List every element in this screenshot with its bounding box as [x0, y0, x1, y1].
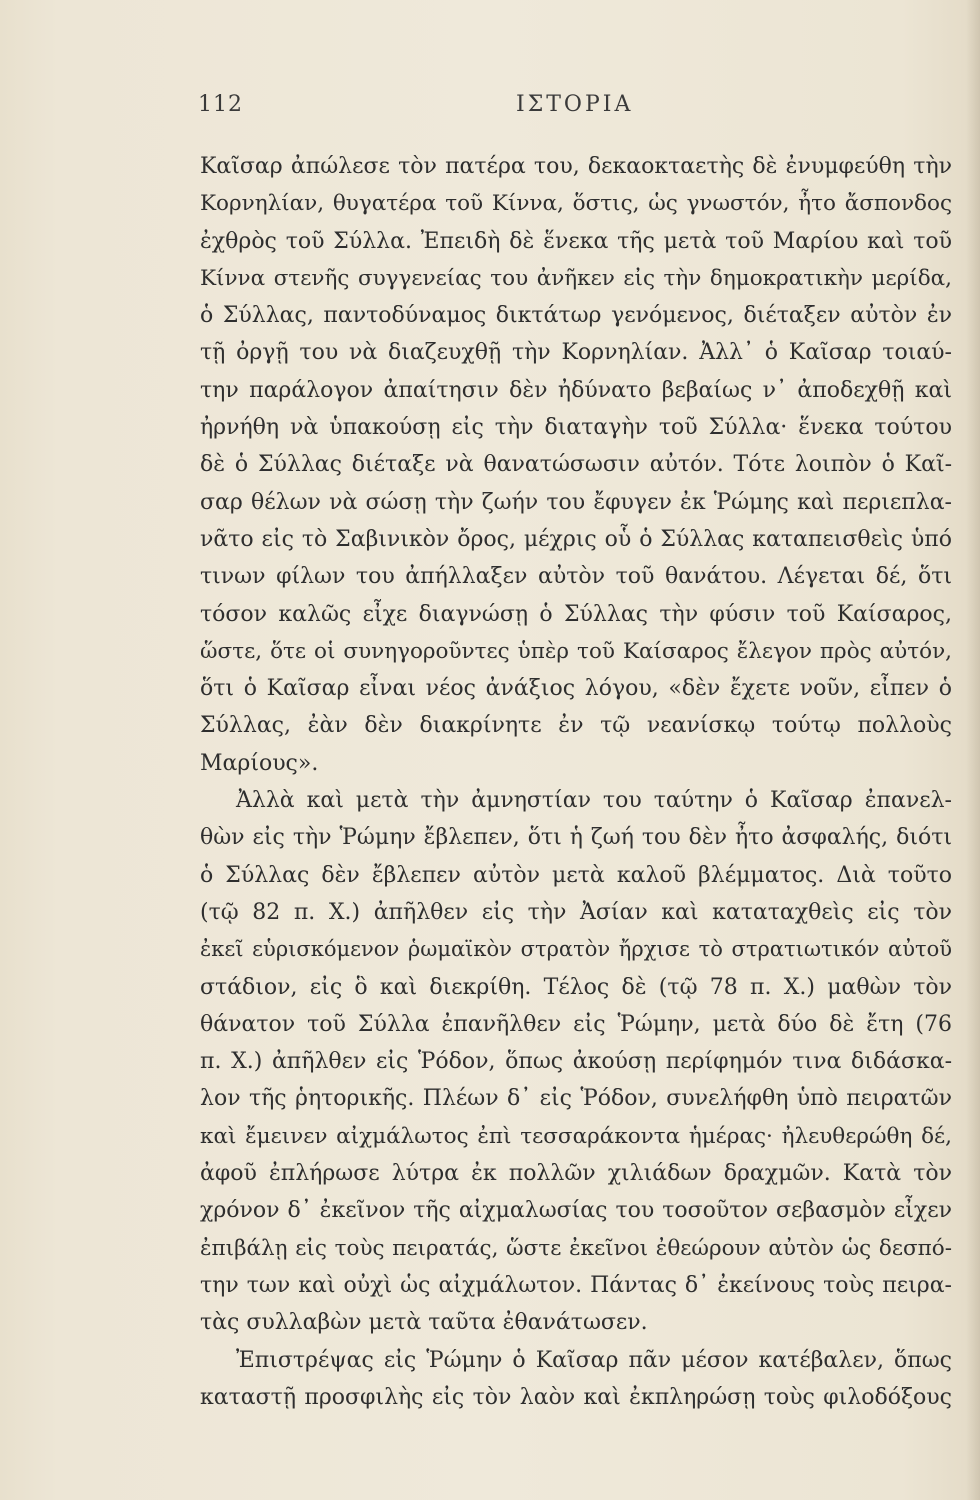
page-edge-shadow [966, 0, 980, 1500]
text-line: ἐκεῖ εὑρισκόμενον ῥωμαϊκὸν στρατὸν ἤρχισε τὸ στρατιωτικόν αὐτοῦ [200, 937, 952, 962]
paragraph-1 [200, 148, 952, 782]
text-line: ὥστε, ὅτε οἱ συνηγοροῦντες ὑπὲρ τοῦ Καίσαρος ἔλεγον πρὸς αὐτόν, [200, 638, 952, 664]
text-line: χρόνον δ᾽ ἐκεῖνον τῆς αἰχμαλωσίας του τοσοῦτον σεβασμὸν εἶχεν [200, 1198, 952, 1224]
text-line: σαρ θέλων νὰ σώσῃ τὴν ζωήν του ἔφυγεν ἐκ Ῥώμης καὶ περιεπλα- [200, 489, 952, 515]
text-line: την παράλογον ἀπαίτησιν δὲν ἠδύνατο βεβαίως ν᾽ ἀποδεχθῇ καὶ [200, 377, 952, 403]
text-line: τινων φίλων του ἀπήλλαξεν αὐτὸν τοῦ θανάτου. Λέγεται δέ, ὅτι [200, 564, 952, 590]
text-line: ὁ Σύλλας δὲν ἔβλεπεν αὐτὸν μετὰ καλοῦ βλέμματος. Διὰ τοῦτο [200, 862, 952, 888]
text-line: στάδιον, εἰς ὃ καὶ διεκρίθη. Τέλος δὲ (τῷ 78 π. Χ.) μαθὼν τὸν [200, 974, 952, 1000]
text-line: δὲ ὁ Σύλλας διέταξε νὰ θανατώσωσιν αὐτόν. Τότε λοιπὸν ὁ Καῖ- [200, 452, 952, 478]
text-line: ἀφοῦ ἐπλήρωσε λύτρα ἐκ πολλῶν χιλιάδων δραχμῶν. Κατὰ τὸν [200, 1161, 952, 1187]
page-number: 112 [198, 92, 243, 117]
text-line: καὶ ἔμεινεν αἰχμάλωτος ἐπὶ τεσσαράκοντα ἡμέρας· ἠλευθερώθη δέ, [200, 1123, 952, 1149]
text-line: την των καὶ οὐχὶ ὡς αἰχμάλωτον. Πάντας δ᾽ ἐκείνους τοὺς πειρα- [200, 1272, 952, 1298]
text-line: Κορνηλίαν, θυγατέρα τοῦ Κίννα, ὅστις, ὡς γνωστόν, ἦτο ἄσπονδος [200, 191, 952, 217]
text-line: τῇ ὀργῇ του νὰ διαζευχθῇ τὴν Κορνηλίαν. Ἀλλ᾽ ὁ Καῖσαρ τοιαύ- [200, 340, 952, 366]
text-line: π. Χ.) ἀπῆλθεν εἰς Ῥόδον, ὅπως ἀκούσῃ περίφημόν τινα διδάσκα- [200, 1049, 952, 1075]
text-line: Ἐπιστρέψας εἰς Ῥώμην ὁ Καῖσαρ πᾶν μέσον κατέβαλεν, ὅπως [236, 1347, 952, 1373]
text-line: Καῖσαρ ἀπώλεσε τὸν πατέρα του, δεκαοκταετὴς δὲ ἐνυμφεύθη τὴν [200, 154, 952, 179]
text-line: θὼν εἰς τὴν Ῥώμην ἔβλεπεν, ὅτι ἡ ζωή του δὲν ἦτο ἀσφαλής, διότι [200, 825, 952, 851]
text-line: καταστῇ προσφιλὴς εἰς τὸν λαὸν καὶ ἐκπληρώσῃ τοὺς φιλοδόξους [200, 1384, 952, 1410]
paragraph-2 [200, 782, 952, 1341]
text-line: θάνατον τοῦ Σύλλα ἐπανῆλθεν εἰς Ῥώμην, μετὰ δύο δὲ ἔτη (76 [200, 1011, 952, 1037]
text-line: ἠρνήθη νὰ ὑπακούσῃ εἰς τὴν διαταγὴν τοῦ Σύλλα· ἕνεκα τούτου [200, 415, 952, 441]
body-text [200, 148, 952, 1416]
text-line: Μαρίους». [200, 750, 319, 776]
running-title: ΙΣΤΟΡΙΑ [516, 92, 634, 117]
text-line: ὁ Σύλλας, παντοδύναμος δικτάτωρ γενόμενος, διέταξεν αὐτὸν ἐν [200, 303, 952, 329]
paragraph-3 [200, 1342, 952, 1417]
text-line: νᾶτο εἰς τὸ Σαβινικὸν ὄρος, μέχρις οὗ ὁ Σύλλας καταπεισθεὶς ὑπό [200, 526, 952, 552]
text-line: λον τῆς ῥητορικῆς. Πλέων δ᾽ εἰς Ῥόδον, συνελήφθη ὑπὸ πειρατῶν [200, 1086, 952, 1112]
text-line: ὅτι ὁ Καῖσαρ εἶναι νέος ἀνάξιος λόγου, «δὲν ἔχετε νοῦν, εἶπεν ὁ [200, 676, 952, 702]
text-line: Κίννα στενῆς συγγενείας του ἀνῆκεν εἰς τὴν δημοκρατικὴν μερίδα, [200, 265, 952, 291]
text-line: ἐχθρὸς τοῦ Σύλλα. Ἐπειδὴ δὲ ἕνεκα τῆς μετὰ τοῦ Μαρίου καὶ τοῦ [200, 228, 952, 254]
text-line: ἐπιβάλῃ εἰς τοὺς πειρατάς, ὥστε ἐκεῖνοι ἐθεώρουν αὐτὸν ὡς δεσπό- [200, 1235, 952, 1261]
text-line: Σύλλας, ἐὰν δὲν διακρίνητε ἐν τῷ νεανίσκῳ τούτῳ πολλοὺς [200, 713, 952, 739]
text-line: τὰς συλλαβὼν μετὰ ταῦτα ἐθανάτωσεν. [200, 1310, 648, 1336]
text-line: τόσον καλῶς εἶχε διαγνώσῃ ὁ Σύλλας τὴν φύσιν τοῦ Καίσαρος, [200, 601, 952, 627]
text-line: (τῷ 82 π. Χ.) ἀπῆλθεν εἰς τὴν Ἀσίαν καὶ καταταχθεὶς εἰς τὸν [200, 899, 952, 925]
text-line: Ἀλλὰ καὶ μετὰ τὴν ἀμνηστίαν του ταύτην ὁ Καῖσαρ ἐπανελ- [236, 788, 952, 814]
